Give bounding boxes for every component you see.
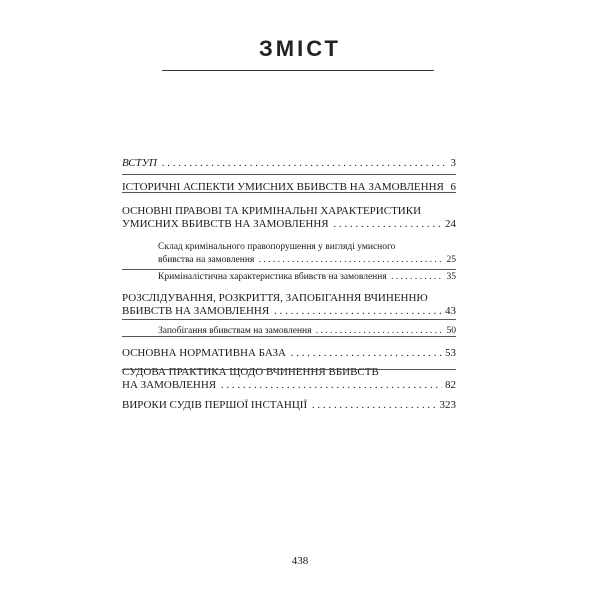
- toc-entry-label-line2: НА ЗАМОВЛЕННЯ: [122, 379, 217, 391]
- toc-entry-label: ОСНОВНА НОРМАТИВНА БАЗА: [122, 347, 286, 359]
- toc-page-number: 53: [442, 347, 456, 360]
- toc-entry-label-line1: СУДОВА ПРАКТИКА ЩОДО ВЧИНЕННЯ ВБИВСТВ: [122, 366, 379, 378]
- toc-page-number: 82: [442, 379, 456, 392]
- toc-entry-rozsliduvannia[interactable]: [122, 292, 456, 318]
- divider: [122, 192, 456, 193]
- toc-entry-label-line1: ОСНОВНІ ПРАВОВІ ТА КРИМІНАЛЬНІ ХАРАКТЕРИСТИКИ: [122, 205, 422, 217]
- divider: [122, 336, 456, 337]
- toc-page-number: 3: [448, 157, 457, 170]
- toc-entry-baza[interactable]: [122, 347, 456, 360]
- toc-entry-vstup[interactable]: [122, 157, 456, 170]
- toc-page-number: 6: [448, 181, 457, 194]
- toc-page-number: 24: [442, 218, 456, 231]
- toc-entry-label: ІСТОРИЧНІ АСПЕКТИ УМИСНИХ ВБИВСТВ НА ЗАМОВЛЕННЯ: [122, 181, 444, 193]
- toc-page-number: 323: [437, 399, 457, 412]
- toc-page-number: 43: [442, 305, 456, 318]
- page-title: ЗМІСТ: [259, 36, 341, 61]
- toc-entry-label-line1: Склад кримінального правопорушення у вигляді умисного: [158, 242, 396, 252]
- toc-page-number: 35: [444, 271, 457, 284]
- title-underline: [162, 70, 434, 71]
- table-of-contents: [122, 155, 456, 412]
- divider: [122, 269, 456, 270]
- toc-entry-osnovni[interactable]: [122, 205, 456, 231]
- page-number: 438: [291, 555, 309, 567]
- toc-entry-label-line2: ВБИВСТВ НА ЗАМОВЛЕННЯ: [122, 305, 270, 317]
- toc-page-number: 50: [444, 325, 457, 338]
- divider: [122, 369, 456, 370]
- toc-page-number: 25: [444, 254, 457, 267]
- toc-entry-label-line1: РОЗСЛІДУВАННЯ, РОЗКРИТТЯ, ЗАПОБІГАННЯ ВЧИНЕННЮ: [122, 292, 428, 304]
- toc-entry-label-line2: вбивства на замовлення: [158, 255, 255, 265]
- toc-entry-label: ВСТУП: [122, 157, 158, 169]
- toc-entry-label-line2: УМИСНИХ ВБИВСТВ НА ЗАМОВЛЕННЯ: [122, 218, 329, 230]
- toc-entry-vyroky[interactable]: [122, 399, 456, 412]
- divider: [122, 319, 456, 320]
- toc-entry-label: ВИРОКИ СУДІВ ПЕРШОЇ ІНСТАНЦІЇ: [122, 399, 308, 411]
- divider: [122, 174, 456, 175]
- toc-entry-kryminalistychna[interactable]: [158, 271, 456, 284]
- toc-entry-label: Запобігання вбивствам на замовлення: [158, 326, 312, 336]
- toc-entry-sklad[interactable]: [158, 241, 456, 267]
- toc-entry-label: Криміналістична характеристика вбивств на замовлення: [158, 272, 387, 282]
